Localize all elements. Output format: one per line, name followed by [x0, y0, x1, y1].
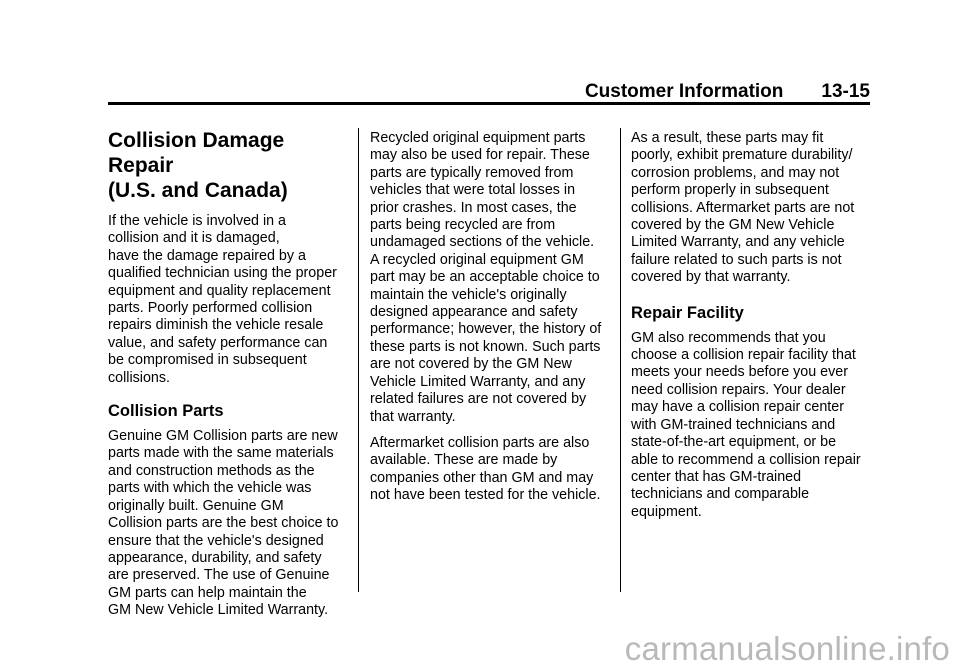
aftermarket-result-paragraph: As a result, these parts may fit poorly, exhibit premature durability/ corrosion problems, and may not perform properly in subsequent collisions. Aftermarket parts are not covered by the GM New Vehicle Limited Warranty, and any vehicle failure related to such parts is not covered by that warranty. [631, 130, 855, 286]
page-number: 13-15 [821, 81, 870, 102]
watermark-text: carmanualsonline.info [624, 630, 950, 667]
header-rule [108, 102, 870, 105]
aftermarket-parts-paragraph: Aftermarket collision parts are also available. These are made by companies other than GM and may not have been tested for the vehicle. [370, 434, 601, 504]
page-header [108, 82, 870, 103]
collision-parts-heading: Collision Parts [108, 402, 224, 421]
section-title: Customer Information [584, 81, 784, 102]
repair-facility-paragraph: GM also recommends that you choose a collision repair facility that meets your needs before you ever need collision repairs. Your dealer may have a collision repair center with GM-trained technicians and state-of-the-art equipment, or be able to recommend a collision repair center that has GM-trained technicians and comparable equipment. [631, 329, 861, 520]
main-heading: Collision Damage Repair (U.S. and Canada) [108, 129, 288, 202]
column-divider-1 [358, 128, 359, 592]
collision-parts-paragraph: Genuine GM Collision parts are new parts made with the same materials and construction methods as the parts with which the vehicle was originally built. Genuine GM Collision parts are the best choice to ensure that the vehicle's designed appearance, durability, and safety are preserved. The use of Genuine GM parts can help maintain the GM New Vehicle Limited Warranty. [108, 428, 339, 619]
column-2 [370, 130, 612, 514]
intro-paragraph: If the vehicle is involved in a collision and it is damaged, have the damage repaired by a qualified technician using the proper equipment and quality replacement parts. Poorly performed collision repairs diminish the vehicle resale value, and safety performance can be compromised in subsequent collisions. [108, 213, 337, 386]
recycled-parts-paragraph: Recycled original equipment parts may also be used for repair. These parts are typically removed from vehicles that were total losses in prior crashes. In most cases, the parts being recycled are from undamaged sections of the vehicle. A recycled original equipment GM part may be an acceptable choice to maintain the vehicle's originally designed appearance and safety performance; however, the history of these parts is not known. Such parts are not covered by the GM New Vehicle Limited Warranty, and any related failures are not covered by that warranty. [370, 130, 602, 425]
column-divider-2 [620, 128, 621, 592]
column-1 [108, 128, 350, 629]
column-3 [631, 130, 873, 530]
repair-facility-heading: Repair Facility [631, 303, 744, 322]
